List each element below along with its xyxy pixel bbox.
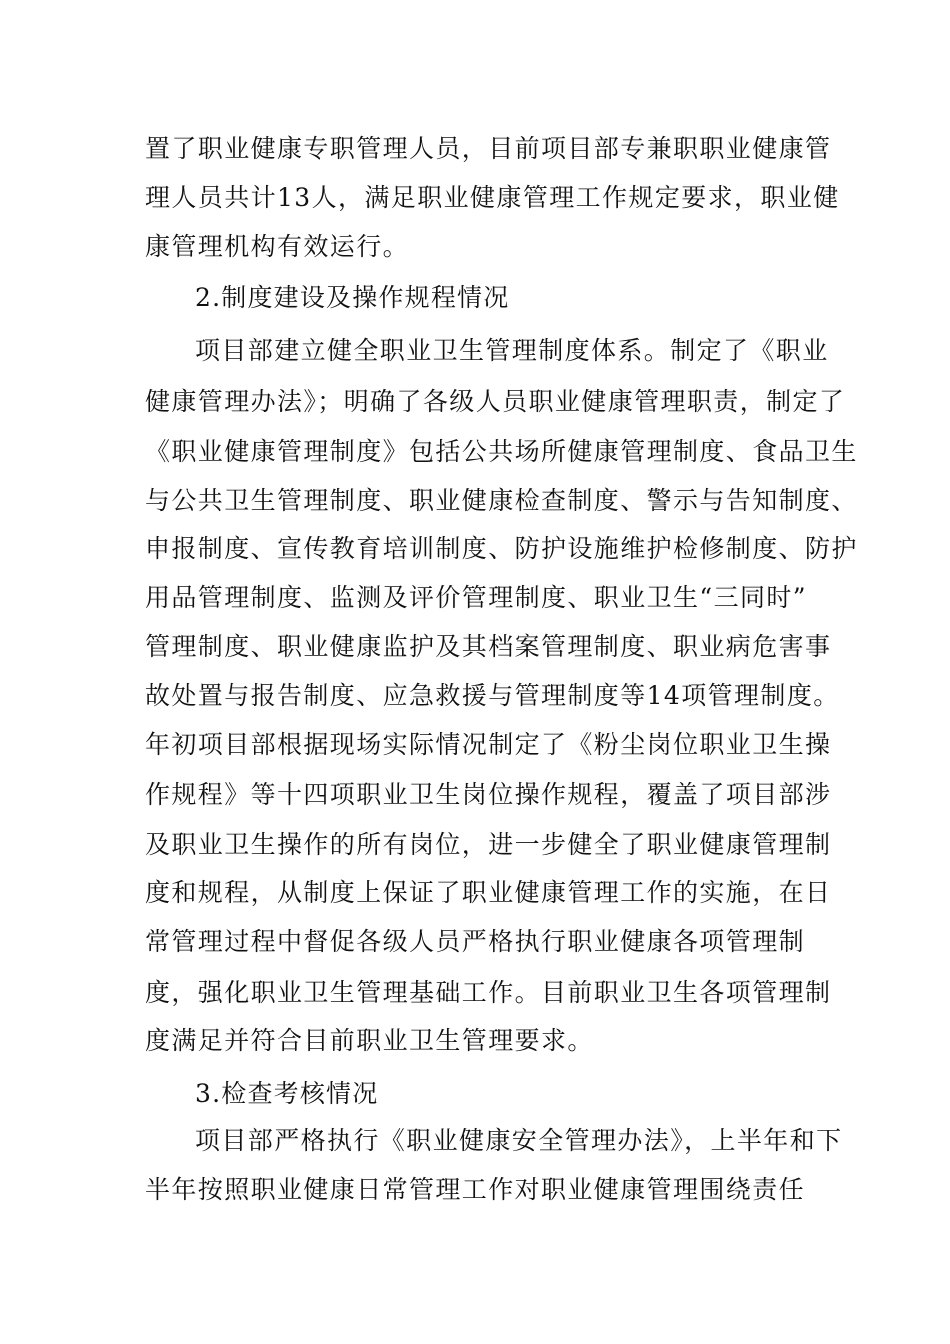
body-text-line: 度和规程，从制度上保证了职业健康管理工作的实施，在日 — [145, 878, 832, 907]
body-text-line: 常管理过程中督促各级人员严格执行职业健康各项管理制 — [145, 927, 806, 956]
body-text-line: 及职业卫生操作的所有岗位，进一步健全了职业健康管理制 — [145, 830, 832, 859]
body-text-line: 康管理机构有效运行。 — [145, 232, 410, 261]
body-text-line: 故处置与报告制度、应急救援与管理制度等14项管理制度。 — [145, 681, 840, 710]
body-text-line: 管理制度、职业健康监护及其档案管理制度、职业病危害事 — [145, 632, 832, 661]
section-heading-3: 3.检查考核情况 — [195, 1079, 379, 1108]
body-text-line: 半年按照职业健康日常管理工作对职业健康管理围绕责任 — [145, 1175, 806, 1204]
body-text-line: 申报制度、宣传教育培训制度、防护设施维护检修制度、防护 — [145, 534, 858, 563]
body-text-line: 置了职业健康专职管理人员，目前项目部专兼职职业健康管 — [145, 134, 832, 163]
body-text-line: 度，强化职业卫生管理基础工作。目前职业卫生各项管理制 — [145, 978, 832, 1007]
body-text-line: 《职业健康管理制度》包括公共场所健康管理制度、食品卫生 — [145, 437, 858, 466]
body-text-line: 用品管理制度、监测及评价管理制度、职业卫生“三同时” — [145, 583, 807, 612]
body-text-line: 年初项目部根据现场实际情况制定了《粉尘岗位职业卫生操 — [145, 730, 832, 759]
body-text-line: 项目部严格执行《职业健康安全管理办法》，上半年和下 — [195, 1126, 843, 1155]
section-heading-2: 2.制度建设及操作规程情况 — [195, 283, 510, 312]
body-text-line: 作规程》等十四项职业卫生岗位操作规程，覆盖了项目部涉 — [145, 780, 832, 809]
body-text-line: 健康管理办法》；明确了各级人员职业健康管理职责，制定了 — [145, 387, 846, 416]
body-text-line: 度满足并符合目前职业卫生管理要求。 — [145, 1026, 594, 1055]
body-text-line: 与公共卫生管理制度、职业健康检查制度、警示与告知制度、 — [145, 486, 858, 515]
body-text-line: 项目部建立健全职业卫生管理制度体系。制定了《职业 — [195, 336, 829, 365]
body-text-line: 理人员共计13人，满足职业健康管理工作规定要求，职业健 — [145, 183, 840, 212]
